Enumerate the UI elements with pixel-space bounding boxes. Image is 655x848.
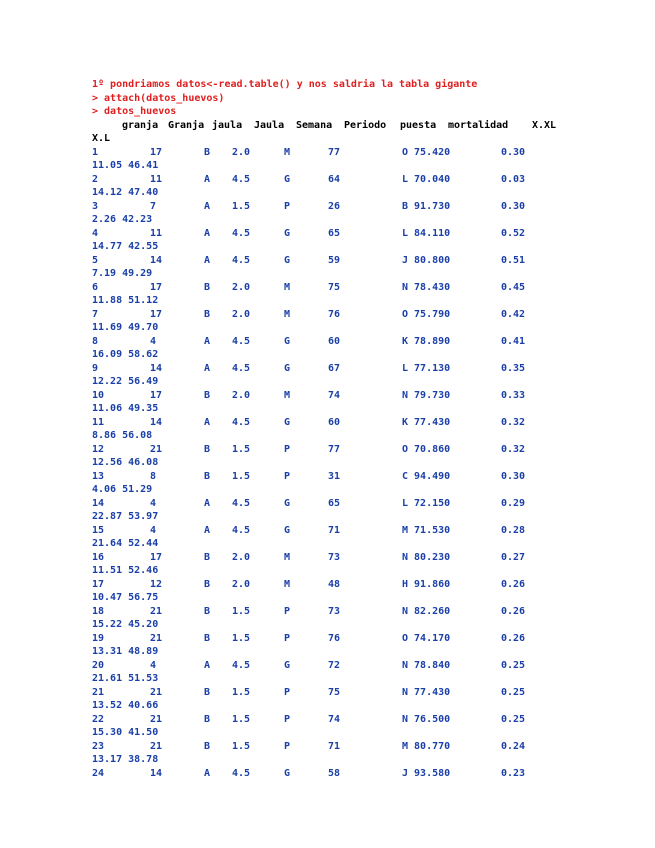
- table-row: [92, 767, 592, 794]
- cell-xl-xxl: 11.05 46.41: [92, 160, 159, 171]
- cell-mortalidad: 0.26: [501, 632, 526, 644]
- comment-line: 1º pondriamos datos<-read.table() y nos saldria la tabla gigante: [92, 79, 478, 90]
- cell-mortalidad: 0.30: [501, 200, 526, 212]
- cell-periodo-puesta: L 77.130: [402, 362, 451, 374]
- row-index: 5: [92, 254, 99, 266]
- cell-xl-xxl: 4.06 51.29: [92, 484, 153, 495]
- cell-jaula: 1.5: [232, 686, 251, 698]
- cell-Jaula: M: [284, 389, 291, 401]
- cell-xl-xxl: 10.47 56.75: [92, 592, 159, 603]
- table-row: [92, 227, 592, 254]
- cell-xl-xxl: 11.88 51.12: [92, 295, 159, 306]
- cell-periodo-puesta: J 93.580: [402, 767, 451, 779]
- cell-Granja: A: [204, 497, 211, 509]
- cell-Granja: B: [204, 605, 211, 617]
- cell-xl-xxl: 12.22 56.49: [92, 376, 159, 387]
- cell-jaula: 1.5: [232, 632, 251, 644]
- cell-mortalidad: 0.52: [501, 227, 526, 239]
- cell-xl-xxl: 21.61 51.53: [92, 673, 159, 684]
- table-row: [92, 281, 592, 308]
- cell-mortalidad: 0.30: [501, 146, 526, 158]
- cell-Jaula: P: [284, 443, 291, 455]
- table-row: [92, 146, 592, 173]
- cell-xl-xxl: 13.17 38.78: [92, 754, 159, 765]
- cell-mortalidad: 0.33: [501, 389, 526, 401]
- row-index: 24: [92, 767, 105, 779]
- cell-Jaula: M: [284, 578, 291, 590]
- cell-Jaula: G: [284, 254, 291, 266]
- cell-jaula: 4.5: [232, 227, 251, 239]
- cell-Granja: A: [204, 254, 211, 266]
- cell-granja: 4: [150, 524, 157, 536]
- cell-jaula: 1.5: [232, 443, 251, 455]
- table-row: [92, 308, 592, 335]
- cell-periodo-puesta: M 80.770: [402, 740, 451, 752]
- cell-Jaula: G: [284, 362, 291, 374]
- attach-command: > attach(datos_huevos): [92, 92, 225, 104]
- cell-periodo-puesta: N 80.230: [402, 551, 451, 563]
- cell-jaula: 4.5: [232, 362, 251, 374]
- table-row: [92, 605, 592, 632]
- cell-Semana: 77: [328, 146, 341, 158]
- cell-Semana: 76: [328, 632, 341, 644]
- cell-Granja: A: [204, 416, 211, 428]
- print-command: > datos_huevos: [92, 106, 177, 117]
- cell-mortalidad: 0.26: [501, 578, 526, 590]
- cell-Jaula: G: [284, 335, 291, 347]
- cell-Jaula: G: [284, 416, 291, 428]
- cell-Semana: 65: [328, 497, 341, 509]
- table-row: [92, 173, 592, 200]
- cell-granja: 8: [150, 470, 157, 482]
- cell-Granja: B: [204, 443, 211, 455]
- cell-Semana: 77: [328, 443, 341, 455]
- cell-Semana: 65: [328, 227, 341, 239]
- cell-Semana: 72: [328, 659, 341, 671]
- table-row: [92, 740, 592, 767]
- cell-xl-xxl: 11.69 49.70: [92, 322, 159, 333]
- cell-Semana: 71: [328, 740, 341, 752]
- cell-granja: 11: [150, 173, 163, 185]
- cell-Jaula: P: [284, 632, 291, 644]
- row-index: 7: [92, 308, 99, 320]
- cell-Granja: B: [204, 281, 211, 293]
- cell-xl-xxl: 14.77 42.55: [92, 241, 159, 252]
- cell-Jaula: P: [284, 605, 291, 617]
- table-row: [92, 632, 592, 659]
- cell-jaula: 2.0: [232, 389, 251, 401]
- cell-Jaula: G: [284, 227, 291, 239]
- cell-Semana: 58: [328, 767, 341, 779]
- cell-Granja: A: [204, 362, 211, 374]
- cell-periodo-puesta: M 71.530: [402, 524, 451, 536]
- cell-Jaula: P: [284, 713, 291, 725]
- cell-jaula: 4.5: [232, 767, 251, 779]
- row-index: 4: [92, 227, 99, 239]
- cell-mortalidad: 0.25: [501, 659, 526, 671]
- row-index: 16: [92, 551, 105, 563]
- cell-mortalidad: 0.25: [501, 713, 526, 725]
- cell-xl-xxl: 11.06 49.35: [92, 403, 159, 414]
- cell-granja: 7: [150, 200, 157, 212]
- cell-Granja: B: [204, 389, 211, 401]
- cell-periodo-puesta: N 79.730: [402, 389, 451, 401]
- table-row: [92, 254, 592, 281]
- table-row: [92, 200, 592, 227]
- cell-mortalidad: 0.51: [501, 254, 526, 266]
- table-header-wrap: [92, 132, 592, 146]
- table-row: [92, 335, 592, 362]
- cell-Granja: B: [204, 686, 211, 698]
- cell-jaula: 1.5: [232, 740, 251, 752]
- header-granja: granja: [122, 119, 159, 131]
- cell-Granja: A: [204, 524, 211, 536]
- cell-xl-xxl: 21.64 52.44: [92, 538, 159, 549]
- row-index: 14: [92, 497, 105, 509]
- row-index: 19: [92, 632, 105, 644]
- cell-jaula: 2.0: [232, 146, 251, 158]
- cell-Semana: 64: [328, 173, 341, 185]
- cell-xl-xxl: 2.26 42.23: [92, 214, 153, 225]
- cell-jaula: 4.5: [232, 416, 251, 428]
- table-row: [92, 389, 592, 416]
- cell-periodo-puesta: K 78.890: [402, 335, 451, 347]
- cell-granja: 21: [150, 632, 163, 644]
- cell-periodo-puesta: B 91.730: [402, 200, 451, 212]
- cell-periodo-puesta: O 75.420: [402, 146, 451, 158]
- row-index: 21: [92, 686, 105, 698]
- r-console-document: [92, 78, 592, 794]
- cell-jaula: 4.5: [232, 254, 251, 266]
- cell-mortalidad: 0.42: [501, 308, 526, 320]
- cell-Jaula: P: [284, 200, 291, 212]
- header-Semana: Semana: [296, 119, 333, 131]
- cell-Semana: 48: [328, 578, 341, 590]
- cell-Granja: A: [204, 200, 211, 212]
- row-index: 22: [92, 713, 105, 725]
- cell-jaula: 2.0: [232, 578, 251, 590]
- cell-mortalidad: 0.32: [501, 443, 526, 455]
- cell-Granja: B: [204, 632, 211, 644]
- cell-mortalidad: 0.28: [501, 524, 526, 536]
- cell-periodo-puesta: J 80.800: [402, 254, 451, 266]
- cell-periodo-puesta: L 84.110: [402, 227, 451, 239]
- cell-xl-xxl: 22.87 53.97: [92, 511, 159, 522]
- table-row: [92, 551, 592, 578]
- header-mortalidad: mortalidad: [448, 119, 509, 131]
- header-Jaula: Jaula: [254, 119, 285, 131]
- table-row: [92, 524, 592, 551]
- cell-granja: 4: [150, 335, 157, 347]
- cell-periodo-puesta: O 75.790: [402, 308, 451, 320]
- cell-Jaula: M: [284, 146, 291, 158]
- cell-periodo-puesta: N 76.500: [402, 713, 451, 725]
- cell-Granja: A: [204, 335, 211, 347]
- cell-Semana: 75: [328, 281, 341, 293]
- cell-Granja: B: [204, 740, 211, 752]
- cell-mortalidad: 0.25: [501, 686, 526, 698]
- cell-Semana: 60: [328, 335, 341, 347]
- cell-jaula: 4.5: [232, 497, 251, 509]
- cell-mortalidad: 0.45: [501, 281, 526, 293]
- cell-granja: 14: [150, 416, 163, 428]
- cell-Granja: A: [204, 173, 211, 185]
- cell-Semana: 74: [328, 713, 341, 725]
- header-jaula: jaula: [212, 119, 243, 131]
- cell-granja: 21: [150, 740, 163, 752]
- table-row: [92, 659, 592, 686]
- cell-Semana: 74: [328, 389, 341, 401]
- cell-mortalidad: 0.27: [501, 551, 526, 563]
- cell-Granja: B: [204, 308, 211, 320]
- cell-periodo-puesta: L 70.040: [402, 173, 451, 185]
- cell-mortalidad: 0.41: [501, 335, 526, 347]
- cell-mortalidad: 0.03: [501, 173, 526, 185]
- row-index: 3: [92, 200, 99, 212]
- row-index: 20: [92, 659, 105, 671]
- cell-xl-xxl: 11.51 52.46: [92, 565, 159, 576]
- cell-xl-xxl: 13.52 40.66: [92, 700, 159, 711]
- cell-mortalidad: 0.23: [501, 767, 526, 779]
- cell-Jaula: G: [284, 524, 291, 536]
- cell-Jaula: P: [284, 470, 291, 482]
- cell-granja: 21: [150, 605, 163, 617]
- cell-jaula: 1.5: [232, 470, 251, 482]
- cell-Granja: A: [204, 227, 211, 239]
- cell-Granja: A: [204, 659, 211, 671]
- cell-xl-xxl: 15.30 41.50: [92, 727, 159, 738]
- cell-xl-xxl: 8.86 56.08: [92, 430, 153, 441]
- cell-Jaula: G: [284, 497, 291, 509]
- row-index: 11: [92, 416, 105, 428]
- row-index: 10: [92, 389, 105, 401]
- cell-granja: 21: [150, 443, 163, 455]
- header-XXL: X.XL: [532, 119, 557, 131]
- cell-mortalidad: 0.30: [501, 470, 526, 482]
- cell-Jaula: M: [284, 551, 291, 563]
- cell-Jaula: P: [284, 740, 291, 752]
- cell-periodo-puesta: N 77.430: [402, 686, 451, 698]
- cell-xl-xxl: 12.56 46.08: [92, 457, 159, 468]
- cell-mortalidad: 0.32: [501, 416, 526, 428]
- cell-granja: 17: [150, 146, 163, 158]
- cell-periodo-puesta: K 77.430: [402, 416, 451, 428]
- cell-jaula: 2.0: [232, 551, 251, 563]
- cell-periodo-puesta: O 70.860: [402, 443, 451, 455]
- row-index: 8: [92, 335, 99, 347]
- cell-xl-xxl: 14.12 47.40: [92, 187, 159, 198]
- cell-periodo-puesta: C 94.490: [402, 470, 451, 482]
- cell-Jaula: M: [284, 281, 291, 293]
- row-index: 17: [92, 578, 105, 590]
- cell-granja: 11: [150, 227, 163, 239]
- row-index: 18: [92, 605, 105, 617]
- cell-mortalidad: 0.35: [501, 362, 526, 374]
- cell-xl-xxl: 13.31 48.89: [92, 646, 159, 657]
- cell-granja: 21: [150, 713, 163, 725]
- cell-Granja: B: [204, 551, 211, 563]
- cell-granja: 17: [150, 308, 163, 320]
- cell-granja: 17: [150, 281, 163, 293]
- table-row: [92, 713, 592, 740]
- table-row: [92, 362, 592, 389]
- cell-jaula: 4.5: [232, 335, 251, 347]
- cell-Granja: B: [204, 578, 211, 590]
- cell-Jaula: P: [284, 686, 291, 698]
- cell-Granja: B: [204, 713, 211, 725]
- row-index: 1: [92, 146, 99, 158]
- header-puesta: puesta: [400, 119, 437, 131]
- table-row: [92, 416, 592, 443]
- cell-Semana: 26: [328, 200, 341, 212]
- table-row: [92, 497, 592, 524]
- cell-jaula: 1.5: [232, 713, 251, 725]
- row-index: 9: [92, 362, 99, 374]
- cell-Semana: 75: [328, 686, 341, 698]
- cell-periodo-puesta: N 78.840: [402, 659, 451, 671]
- cell-granja: 14: [150, 767, 163, 779]
- cell-mortalidad: 0.29: [501, 497, 526, 509]
- cell-granja: 4: [150, 497, 157, 509]
- table-row: [92, 686, 592, 713]
- cell-Granja: B: [204, 470, 211, 482]
- table-row: [92, 470, 592, 497]
- cell-mortalidad: 0.24: [501, 740, 526, 752]
- cell-jaula: 4.5: [232, 659, 251, 671]
- cell-Semana: 67: [328, 362, 341, 374]
- cell-granja: 4: [150, 659, 157, 671]
- cell-jaula: 2.0: [232, 308, 251, 320]
- cell-periodo-puesta: N 78.430: [402, 281, 451, 293]
- row-index: 13: [92, 470, 105, 482]
- cell-jaula: 2.0: [232, 281, 251, 293]
- cell-jaula: 4.5: [232, 524, 251, 536]
- cell-periodo-puesta: O 74.170: [402, 632, 451, 644]
- table-header: [92, 119, 592, 133]
- cell-granja: 17: [150, 389, 163, 401]
- cell-Jaula: G: [284, 659, 291, 671]
- cell-Semana: 31: [328, 470, 341, 482]
- row-index: 23: [92, 740, 105, 752]
- cell-Granja: B: [204, 146, 211, 158]
- cell-Granja: A: [204, 767, 211, 779]
- cell-granja: 17: [150, 551, 163, 563]
- cell-granja: 12: [150, 578, 163, 590]
- cell-Semana: 76: [328, 308, 341, 320]
- header-Granja: Granja: [168, 119, 205, 131]
- header-Periodo: Periodo: [344, 119, 387, 131]
- cell-Semana: 60: [328, 416, 341, 428]
- cell-mortalidad: 0.26: [501, 605, 526, 617]
- cell-periodo-puesta: H 91.860: [402, 578, 451, 590]
- cell-granja: 14: [150, 254, 163, 266]
- cell-jaula: 4.5: [232, 173, 251, 185]
- row-index: 2: [92, 173, 99, 185]
- cell-Semana: 71: [328, 524, 341, 536]
- cell-granja: 14: [150, 362, 163, 374]
- cell-jaula: 1.5: [232, 200, 251, 212]
- row-index: 6: [92, 281, 99, 293]
- cell-xl-xxl: 7.19 49.29: [92, 268, 153, 279]
- cell-periodo-puesta: N 82.260: [402, 605, 451, 617]
- cell-Semana: 73: [328, 551, 341, 563]
- row-index: 15: [92, 524, 105, 536]
- row-index: 12: [92, 443, 105, 455]
- cell-Jaula: M: [284, 308, 291, 320]
- cell-xl-xxl: 15.22 45.20: [92, 619, 159, 630]
- cell-granja: 21: [150, 686, 163, 698]
- table-body: [92, 146, 592, 794]
- cell-jaula: 1.5: [232, 605, 251, 617]
- cell-Semana: 59: [328, 254, 341, 266]
- table-row: [92, 443, 592, 470]
- cell-periodo-puesta: L 72.150: [402, 497, 451, 509]
- cell-Semana: 73: [328, 605, 341, 617]
- cell-Jaula: G: [284, 767, 291, 779]
- table-row: [92, 578, 592, 605]
- cell-xl-xxl: 16.09 58.62: [92, 349, 159, 360]
- header-XL: X.L: [92, 133, 111, 144]
- cell-Jaula: G: [284, 173, 291, 185]
